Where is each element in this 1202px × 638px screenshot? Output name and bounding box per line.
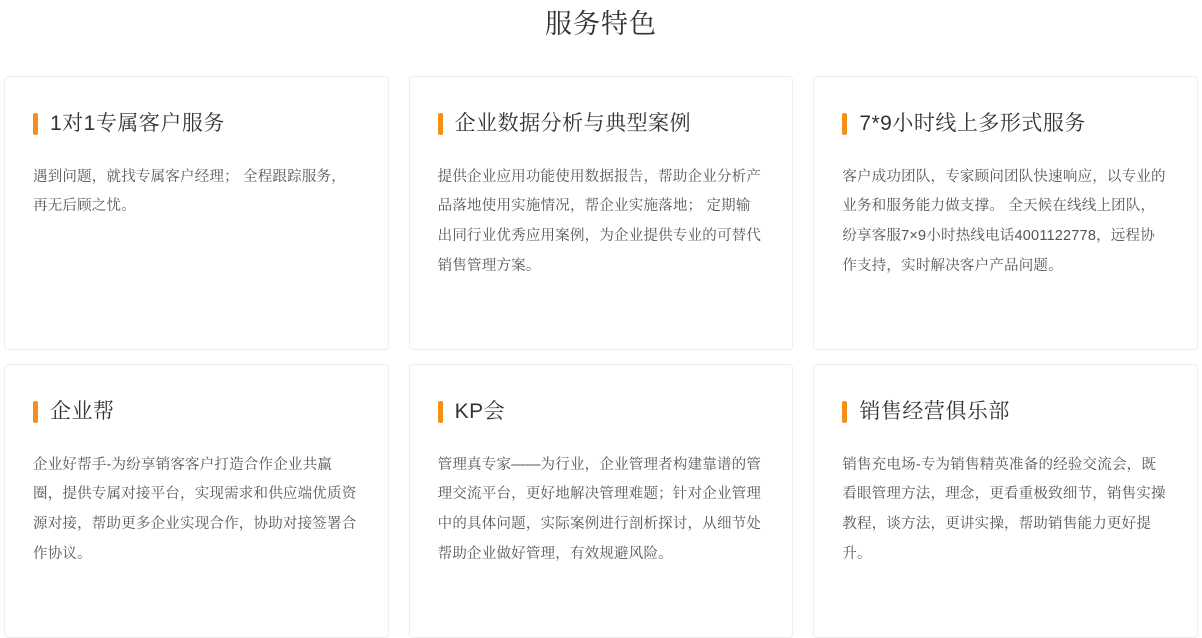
card-header <box>842 111 1169 136</box>
orange-bar-icon <box>438 401 443 423</box>
card-description: 企业好帮手-为纷享销客客户打造合作企业共赢圈，提供专属对接平台，实现需求和供应端优质资源对接，帮助更多企业实现合作，协助对接签署合作协议。 <box>33 456 357 562</box>
feature-card[interactable] <box>813 76 1198 350</box>
orange-bar-icon <box>842 113 847 135</box>
card-header <box>438 399 765 424</box>
page-title: 服务特色 <box>545 9 657 39</box>
card-header <box>33 399 360 424</box>
feature-card[interactable] <box>4 76 389 350</box>
card-header <box>438 111 765 136</box>
orange-bar-icon <box>842 401 847 423</box>
card-title: 企业帮 <box>50 400 115 424</box>
card-title: 销售经营俱乐部 <box>859 400 1010 424</box>
card-description: 客户成功团队，专家顾问团队快速响应，以专业的业务和服务能力做支撑。 全天候在线线上团队，纷享客服7×9小时热线电话4001122778，远程协作支持，实时解决客户产品问题。 <box>842 168 1166 274</box>
feature-card[interactable] <box>409 76 794 350</box>
feature-card-grid <box>0 76 1202 638</box>
card-description: 管理真专家——为行业，企业管理者构建靠谱的管理交流平台，更好地解决管理难题；针对企业管理中的具体问题，实际案例进行剖析探讨，从细节处帮助企业做好管理，有效规避风险。 <box>437 456 762 562</box>
card-header <box>842 399 1169 424</box>
feature-card[interactable] <box>4 364 389 638</box>
card-header <box>33 111 360 136</box>
card-description: 销售充电场-专为销售精英准备的经验交流会，既看眼管理方法，理念，更看重极致细节，销售实操教程，谈方法，更讲实操，帮助销售能力更好提升。 <box>842 456 1166 562</box>
orange-bar-icon <box>33 113 38 135</box>
card-title: 7*9小时线上多形式服务 <box>859 112 1086 136</box>
card-title: KP会 <box>454 400 506 424</box>
card-description: 遇到问题，就找专属客户经理； 全程跟踪服务，再无后顾之忧。 <box>33 168 346 215</box>
orange-bar-icon <box>33 401 38 423</box>
feature-card[interactable] <box>409 364 794 638</box>
card-title: 企业数据分析与典型案例 <box>454 112 692 136</box>
card-description: 提供企业应用功能使用数据报告，帮助企业分析产品落地使用实施情况，帮企业实施落地； 定期输出同行业优秀应用案例，为企业提供专业的可替代销售管理方案。 <box>437 168 762 274</box>
orange-bar-icon <box>438 113 443 135</box>
card-title: 1对1专属客户服务 <box>50 112 225 136</box>
feature-card[interactable] <box>813 364 1198 638</box>
